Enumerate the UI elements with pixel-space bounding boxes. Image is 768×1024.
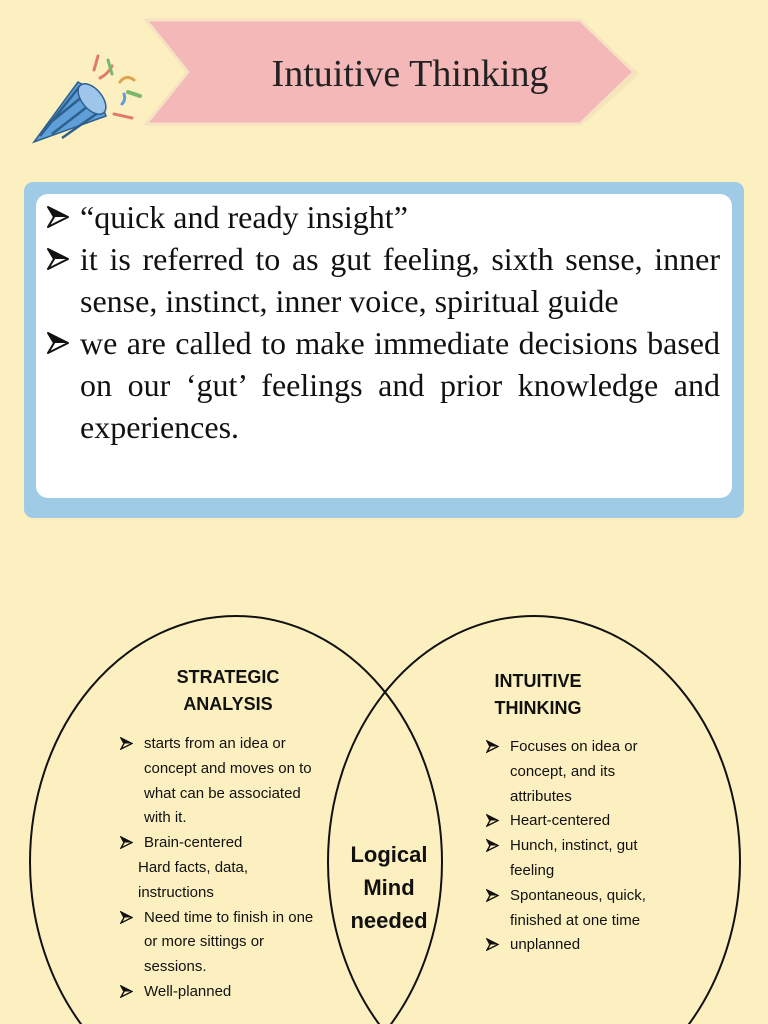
arrow-bullet-icon	[486, 889, 499, 902]
list-item	[120, 980, 320, 1005]
title-banner	[140, 18, 650, 130]
list-item	[46, 322, 720, 448]
list-item	[120, 831, 320, 856]
overlap-label	[330, 838, 448, 937]
strategic-analysis-list	[120, 732, 320, 1005]
bullet-text: we are called to make immediate decisions based on our ‘gut’ feelings and prior knowledge and experiences.	[80, 325, 720, 445]
item-text: Spontaneous, quick, finished at one time	[510, 886, 646, 929]
item-text: unplanned	[510, 936, 581, 954]
overlap-line: Logical	[350, 842, 428, 867]
list-item	[46, 196, 720, 238]
title-line: STRATEGIC	[176, 667, 280, 687]
arrow-bullet-icon	[46, 331, 70, 355]
list-item	[486, 735, 672, 809]
strategic-analysis-title	[150, 664, 306, 718]
intuitive-thinking-list	[486, 735, 672, 958]
item-text: Focuses on idea or concept, and its attributes	[510, 738, 638, 805]
item-text: Hunch, instinct, gut feeling	[510, 837, 638, 879]
overlap-line: Mind	[363, 875, 415, 900]
bullet-text: it is referred to as gut feeling, sixth sense, inner sense, instinct, inner voice, spiritual guide	[80, 241, 720, 319]
arrow-bullet-icon	[486, 839, 499, 852]
arrow-bullet-icon	[120, 836, 133, 849]
arrow-bullet-icon	[486, 814, 499, 827]
arrow-bullet-icon	[120, 911, 133, 924]
definition-list	[36, 194, 732, 448]
bullet-text: “quick and ready insight”	[80, 199, 408, 235]
list-item	[486, 884, 672, 934]
list-item	[486, 809, 672, 834]
item-text: Hard facts, data, instructions	[138, 858, 249, 901]
list-item	[486, 933, 672, 958]
list-item	[120, 732, 320, 831]
arrow-bullet-icon	[46, 247, 70, 271]
item-text: Well-planned	[144, 982, 232, 1000]
title-line: THINKING	[494, 698, 582, 718]
intuitive-thinking-title	[458, 668, 618, 722]
arrow-bullet-icon	[46, 205, 70, 229]
arrow-bullet-icon	[486, 938, 499, 951]
page-title: Intuitive Thinking	[271, 53, 549, 95]
arrow-bullet-icon	[486, 740, 499, 753]
list-item	[46, 238, 720, 322]
item-text: starts from an idea or concept and moves on to what can be associated with it.	[144, 735, 312, 827]
venn-diagram	[0, 600, 768, 1024]
title-line: INTUITIVE	[494, 671, 582, 691]
list-item	[486, 834, 672, 884]
list-item	[120, 906, 320, 980]
overlap-line: needed	[350, 908, 428, 933]
arrow-bullet-icon	[120, 737, 133, 750]
item-text: Need time to finish in one or more sittings or sessions.	[144, 908, 314, 976]
party-horn-icon	[28, 52, 158, 152]
definition-box-inner	[36, 194, 732, 498]
definition-box	[24, 182, 744, 518]
item-text: Brain-centered	[144, 834, 243, 852]
arrow-bullet-icon	[120, 985, 133, 998]
title-line: ANALYSIS	[183, 694, 273, 714]
item-text: Heart-centered	[510, 812, 611, 830]
list-item	[120, 856, 320, 906]
